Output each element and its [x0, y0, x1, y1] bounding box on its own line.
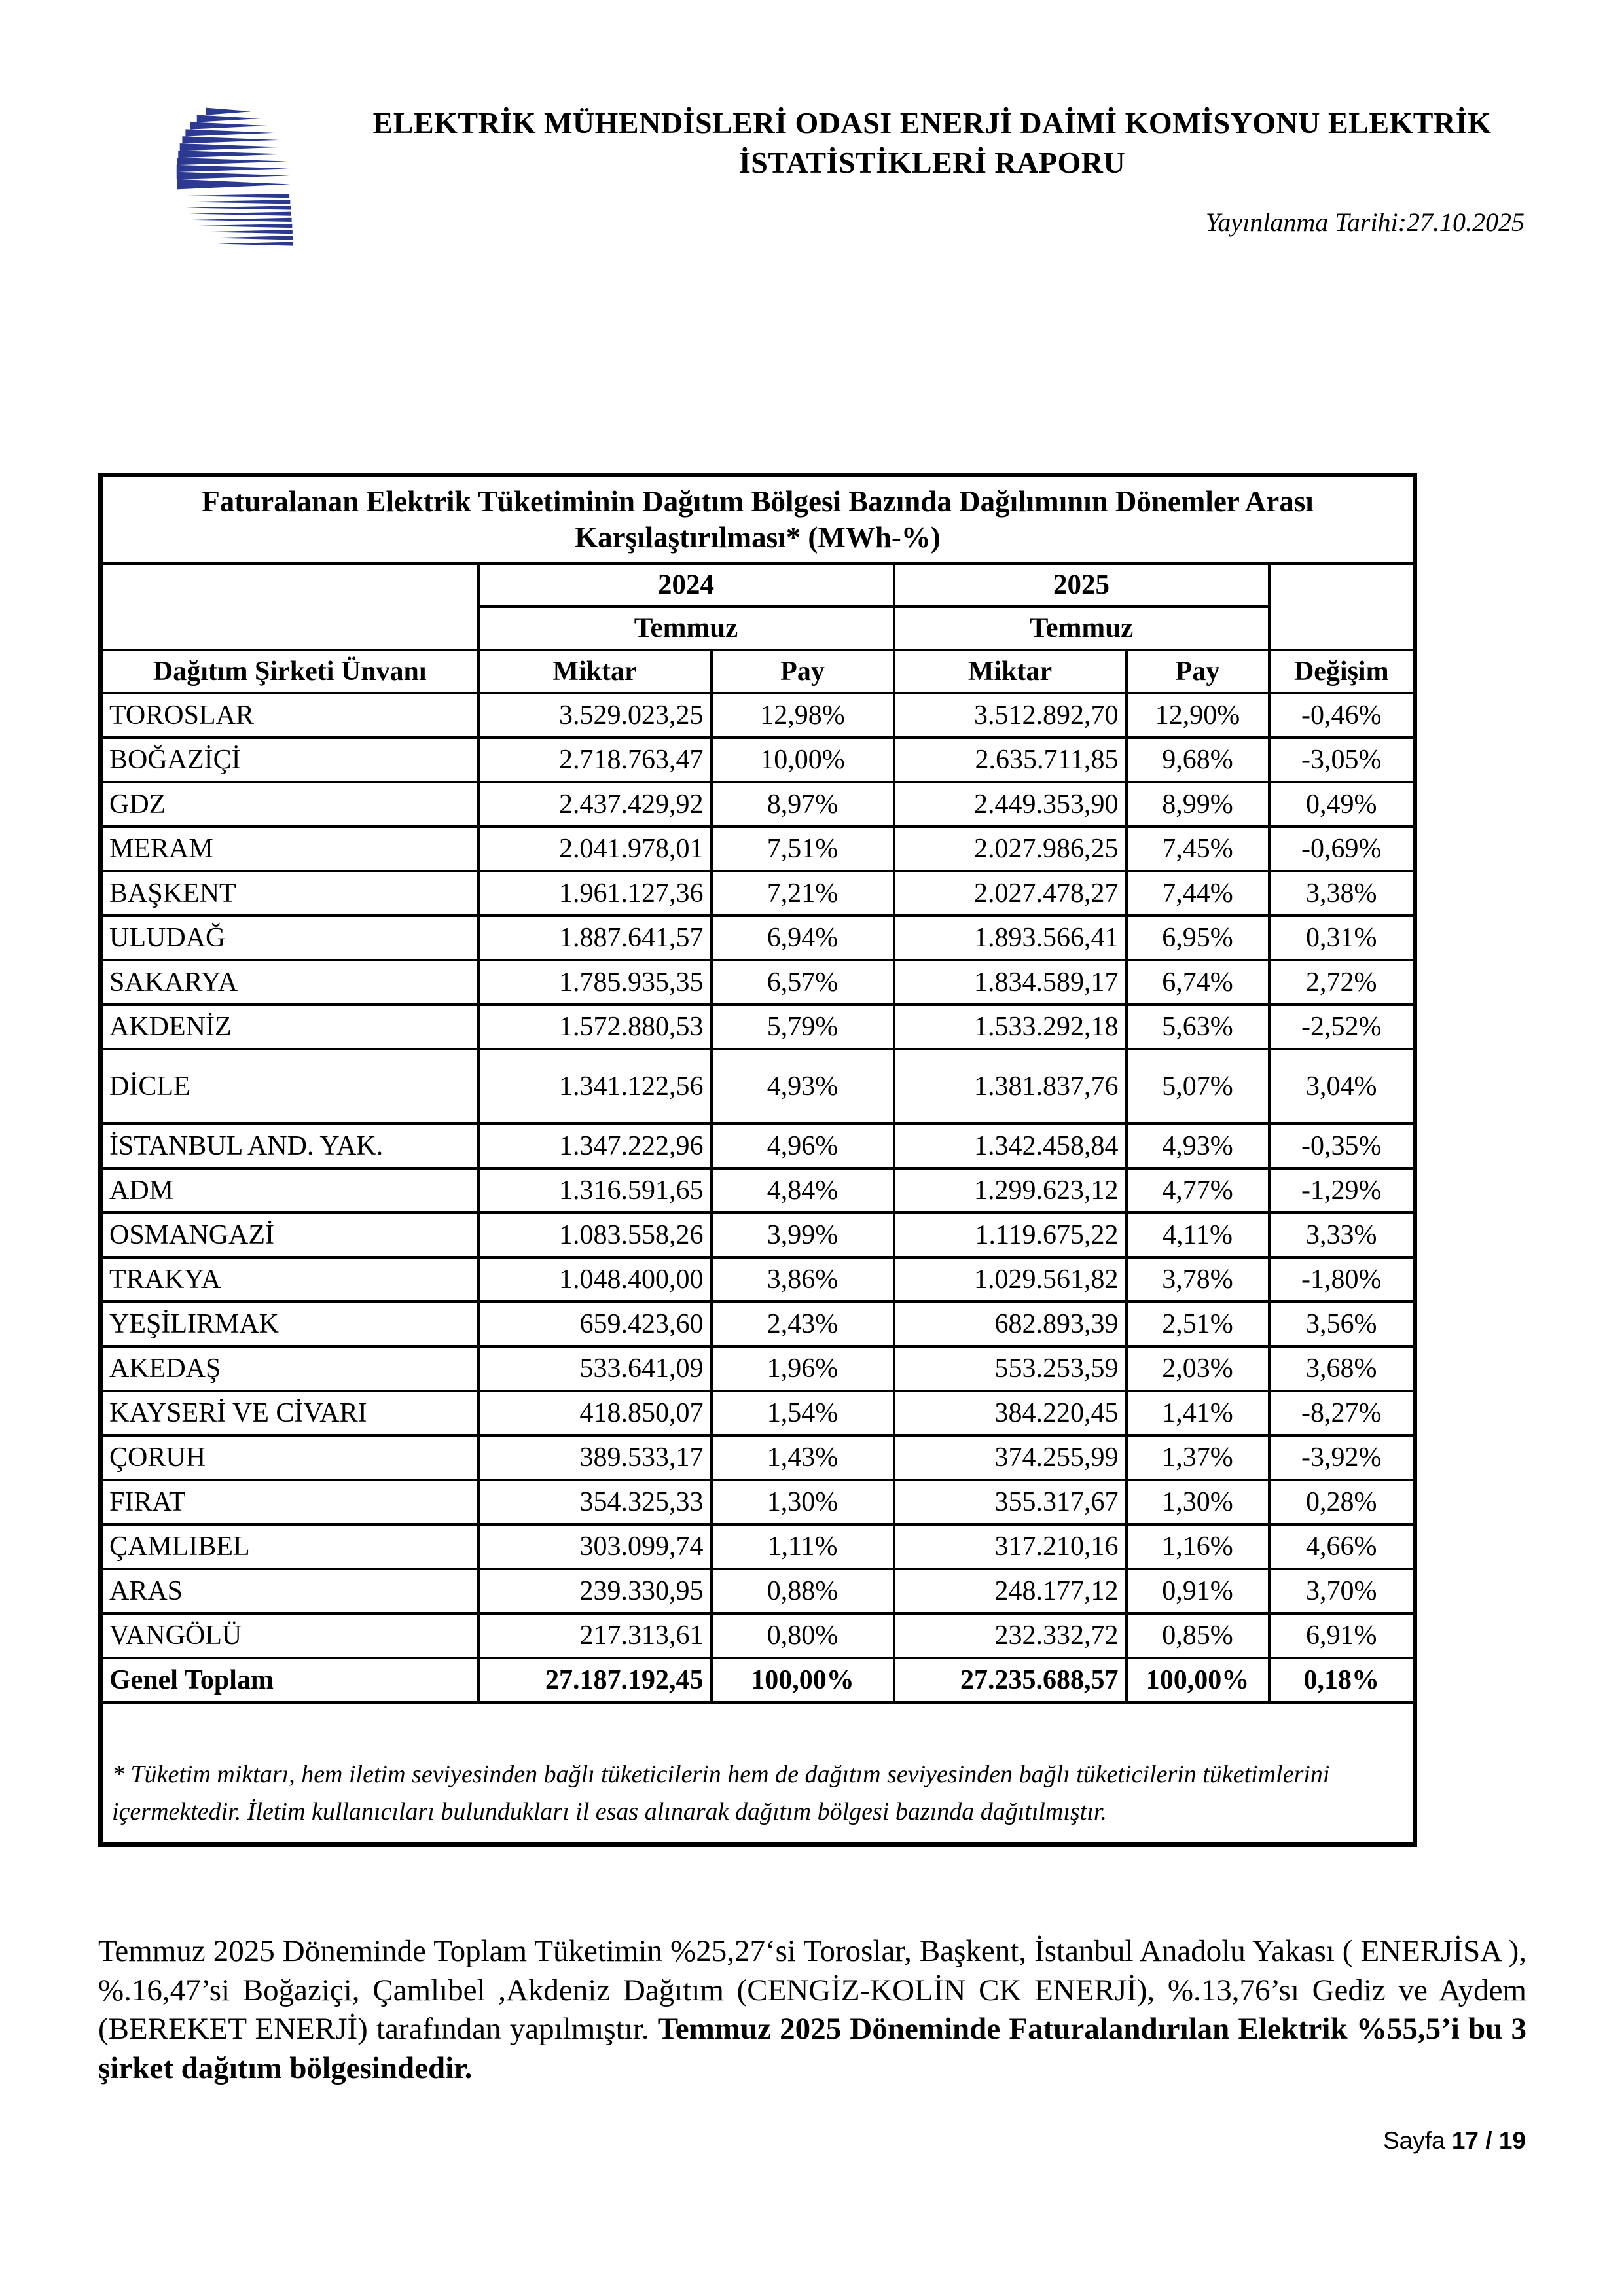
cell-company-name: OSMANGAZİ [101, 1213, 478, 1257]
table-body [101, 693, 1415, 1658]
total-row [101, 1658, 1415, 1702]
cell-amount-2025: 2.027.986,25 [894, 827, 1127, 871]
cell-company-name: SAKARYA [101, 960, 478, 1005]
cell-amount-2024: 1.572.880,53 [478, 1005, 712, 1049]
cell-share-2024: 2,43% [712, 1302, 894, 1346]
cell-share-2024: 7,21% [712, 871, 894, 916]
document-title-line1: ELEKTRİK MÜHENDİSLERİ ODASI ENERJİ DAİMİ KOMİSYONU ELEKTRİK [372, 106, 1492, 139]
cell-share-2025: 7,45% [1127, 827, 1269, 871]
cell-company-name: AKDENİZ [101, 1005, 478, 1049]
cell-change: -0,46% [1269, 693, 1415, 738]
cell-change: 4,66% [1269, 1524, 1415, 1569]
cell-change: 3,38% [1269, 871, 1415, 916]
cell-share-2025: 4,77% [1127, 1168, 1269, 1213]
cell-amount-2024: 1.347.222,96 [478, 1124, 712, 1168]
cell-amount-2024: 1.048.400,00 [478, 1257, 712, 1302]
cell-company-name: KAYSERİ VE CİVARI [101, 1391, 478, 1435]
summary-text: Temmuz 2025 Döneminde Toplam Tüketimin %25,27‘si Toroslar, Başkent, İstanbul Anadolu Yakası ( ENERJİSA ), %.16,47’si Boğaziçi, Çamlıbel ,Akdeniz Dağıtım (CENGİZ-KOLİN CK ENERJİ), %.13,76’sı Gediz ve Aydem (BEREKET ENERJİ) tarafından yapılmıştır. [98, 1934, 1526, 2047]
cell-amount-2024: 1.083.558,26 [478, 1213, 712, 1257]
cell-amount-2024: 354.325,33 [478, 1480, 712, 1524]
period-2025-header: Temmuz [894, 607, 1269, 650]
cell-amount-2024: 239.330,95 [478, 1569, 712, 1613]
table-row [101, 1480, 1415, 1524]
table-footnote: * Tüketim miktarı, hem iletim seviyesinden bağlı tüketicilerin hem de dağıtım seviyesinden bağlı tüketicilerin tüketimlerini içermektedir. İletim kullanıcıları bulundukları il esas alınarak dağıtım bölgesi bazında dağıtılmıştır. [101, 1702, 1415, 1845]
cell-share-2024: 3,86% [712, 1257, 894, 1302]
cell-share-2025: 4,93% [1127, 1124, 1269, 1168]
table-row [101, 871, 1415, 916]
cell-company-name: MERAM [101, 827, 478, 871]
table-year-row [101, 564, 1415, 607]
cell-change: -1,80% [1269, 1257, 1415, 1302]
cell-share-2025: 6,74% [1127, 960, 1269, 1005]
cell-change: 0,49% [1269, 782, 1415, 827]
table-row [101, 960, 1415, 1005]
cell-share-2025: 4,11% [1127, 1213, 1269, 1257]
cell-amount-2024: 659.423,60 [478, 1302, 712, 1346]
document-title-line2: İSTATİSTİKLERİ RAPORU [738, 145, 1126, 179]
total-amount-2024: 27.187.192,45 [478, 1658, 712, 1702]
cell-company-name: ÇORUH [101, 1435, 478, 1480]
cell-change: 6,91% [1269, 1613, 1415, 1658]
cell-amount-2024: 533.641,09 [478, 1346, 712, 1391]
cell-share-2024: 1,54% [712, 1391, 894, 1435]
table-row [101, 1168, 1415, 1213]
total-share-2025: 100,00% [1127, 1658, 1269, 1702]
cell-company-name: GDZ [101, 782, 478, 827]
total-amount-2025: 27.235.688,57 [894, 1658, 1127, 1702]
table-row [101, 1391, 1415, 1435]
cell-share-2024: 1,96% [712, 1346, 894, 1391]
cell-share-2025: 1,37% [1127, 1435, 1269, 1480]
cell-amount-2025: 317.210,16 [894, 1524, 1127, 1569]
cell-amount-2024: 1.961.127,36 [478, 871, 712, 916]
cell-amount-2024: 418.850,07 [478, 1391, 712, 1435]
cell-change: -1,29% [1269, 1168, 1415, 1213]
table-row [101, 1435, 1415, 1480]
cell-amount-2025: 3.512.892,70 [894, 693, 1127, 738]
cell-share-2025: 1,30% [1127, 1480, 1269, 1524]
table-row [101, 738, 1415, 782]
cell-change: -0,69% [1269, 827, 1415, 871]
cell-company-name: AKEDAŞ [101, 1346, 478, 1391]
table-row [101, 1302, 1415, 1346]
period-2024-header: Temmuz [478, 607, 894, 650]
cell-share-2025: 7,44% [1127, 871, 1269, 916]
table-row [101, 1213, 1415, 1257]
col-header-share-2024: Pay [712, 650, 894, 693]
cell-amount-2024: 2.718.763,47 [478, 738, 712, 782]
cell-amount-2025: 374.255,99 [894, 1435, 1127, 1480]
table-row [101, 1613, 1415, 1658]
cell-amount-2025: 248.177,12 [894, 1569, 1127, 1613]
page-number-label: Sayfa [1382, 2127, 1445, 2154]
cell-change: -3,92% [1269, 1435, 1415, 1480]
cell-amount-2025: 1.029.561,82 [894, 1257, 1127, 1302]
cell-share-2025: 1,41% [1127, 1391, 1269, 1435]
cell-amount-2025: 2.027.478,27 [894, 871, 1127, 916]
table-title-row [101, 475, 1415, 564]
summary-text-bold: Temmuz 2025 Döneminde Faturalandırılan Elektrik %55,5’i bu 3 şirket dağıtım bölgesindedir. [98, 2012, 1526, 2086]
cell-share-2024: 0,88% [712, 1569, 894, 1613]
table-row [101, 827, 1415, 871]
blank-corner-cell [101, 564, 478, 650]
table-row [101, 693, 1415, 738]
col-header-amount-2025: Miktar [894, 650, 1127, 693]
cell-share-2024: 6,94% [712, 916, 894, 960]
cell-share-2024: 1,30% [712, 1480, 894, 1524]
table-row [101, 782, 1415, 827]
cell-share-2025: 0,85% [1127, 1613, 1269, 1658]
table-row [101, 916, 1415, 960]
page-number-value: 17 / 19 [1451, 2127, 1526, 2154]
total-change: 0,18% [1269, 1658, 1415, 1702]
cell-company-name: ADM [101, 1168, 478, 1213]
page-number [1383, 2127, 1526, 2155]
footnote-row [101, 1702, 1415, 1845]
cell-amount-2024: 2.041.978,01 [478, 827, 712, 871]
cell-share-2025: 9,68% [1127, 738, 1269, 782]
emo-logo-stripes [177, 108, 293, 246]
cell-share-2024: 7,51% [712, 827, 894, 871]
cell-share-2025: 12,90% [1127, 693, 1269, 738]
cell-change: 3,33% [1269, 1213, 1415, 1257]
cell-amount-2025: 355.317,67 [894, 1480, 1127, 1524]
table-row [101, 1005, 1415, 1049]
cell-change: 3,04% [1269, 1049, 1415, 1124]
cell-share-2025: 5,63% [1127, 1005, 1269, 1049]
cell-company-name: FIRAT [101, 1480, 478, 1524]
cell-change: 0,31% [1269, 916, 1415, 960]
cell-share-2025: 1,16% [1127, 1524, 1269, 1569]
cell-share-2024: 1,43% [712, 1435, 894, 1480]
cell-amount-2025: 1.119.675,22 [894, 1213, 1127, 1257]
cell-share-2025: 2,51% [1127, 1302, 1269, 1346]
total-share-2024: 100,00% [712, 1658, 894, 1702]
cell-share-2024: 8,97% [712, 782, 894, 827]
year-2024-header: 2024 [478, 564, 894, 607]
cell-change: 3,68% [1269, 1346, 1415, 1391]
cell-amount-2025: 2.635.711,85 [894, 738, 1127, 782]
cell-company-name: BAŞKENT [101, 871, 478, 916]
cell-amount-2024: 1.785.935,35 [478, 960, 712, 1005]
table-row [101, 1524, 1415, 1569]
cell-share-2025: 5,07% [1127, 1049, 1269, 1124]
cell-company-name: VANGÖLÜ [101, 1613, 478, 1658]
cell-change: 0,28% [1269, 1480, 1415, 1524]
cell-company-name: İSTANBUL AND. YAK. [101, 1124, 478, 1168]
consumption-comparison-table [98, 473, 1417, 1847]
col-header-amount-2024: Miktar [478, 650, 712, 693]
cell-amount-2025: 1.893.566,41 [894, 916, 1127, 960]
cell-change: -0,35% [1269, 1124, 1415, 1168]
cell-company-name: TOROSLAR [101, 693, 478, 738]
cell-company-name: ARAS [101, 1569, 478, 1613]
cell-amount-2024: 217.313,61 [478, 1613, 712, 1658]
cell-share-2024: 1,11% [712, 1524, 894, 1569]
cell-amount-2024: 1.316.591,65 [478, 1168, 712, 1213]
blank-change-cell [1269, 564, 1415, 650]
cell-share-2024: 12,98% [712, 693, 894, 738]
table-row [101, 1124, 1415, 1168]
document-title [337, 103, 1527, 183]
cell-amount-2024: 2.437.429,92 [478, 782, 712, 827]
cell-amount-2024: 3.529.023,25 [478, 693, 712, 738]
table-title: Faturalanan Elektrik Tüketiminin Dağıtım Bölgesi Bazında Dağılımının Dönemler Arası Karşılaştırılması* (MWh-%) [101, 475, 1415, 564]
cell-share-2025: 2,03% [1127, 1346, 1269, 1391]
cell-company-name: TRAKYA [101, 1257, 478, 1302]
cell-amount-2025: 682.893,39 [894, 1302, 1127, 1346]
cell-share-2025: 6,95% [1127, 916, 1269, 960]
table-column-header-row [101, 650, 1415, 693]
table-row [101, 1049, 1415, 1124]
cell-company-name: BOĞAZİÇİ [101, 738, 478, 782]
cell-amount-2025: 232.332,72 [894, 1613, 1127, 1658]
cell-amount-2024: 1.887.641,57 [478, 916, 712, 960]
cell-company-name: YEŞİLIRMAK [101, 1302, 478, 1346]
cell-amount-2025: 1.834.589,17 [894, 960, 1127, 1005]
summary-paragraph [98, 1932, 1526, 2089]
cell-share-2025: 0,91% [1127, 1569, 1269, 1613]
table-row [101, 1257, 1415, 1302]
cell-share-2024: 10,00% [712, 738, 894, 782]
cell-share-2024: 0,80% [712, 1613, 894, 1658]
cell-change: -2,52% [1269, 1005, 1415, 1049]
cell-amount-2025: 1.533.292,18 [894, 1005, 1127, 1049]
cell-change: -8,27% [1269, 1391, 1415, 1435]
cell-share-2025: 8,99% [1127, 782, 1269, 827]
cell-company-name: ULUDAĞ [101, 916, 478, 960]
cell-share-2024: 5,79% [712, 1005, 894, 1049]
publish-date: Yayınlanma Tarihi:27.10.2025 [1205, 207, 1525, 237]
cell-amount-2024: 389.533,17 [478, 1435, 712, 1480]
total-label: Genel Toplam [101, 1658, 478, 1702]
col-header-company: Dağıtım Şirketi Ünvanı [101, 650, 478, 693]
cell-amount-2024: 303.099,74 [478, 1524, 712, 1569]
cell-change: 3,56% [1269, 1302, 1415, 1346]
cell-amount-2025: 553.253,59 [894, 1346, 1127, 1391]
cell-amount-2025: 1.342.458,84 [894, 1124, 1127, 1168]
table-row [101, 1346, 1415, 1391]
cell-amount-2025: 1.381.837,76 [894, 1049, 1127, 1124]
cell-amount-2024: 1.341.122,56 [478, 1049, 712, 1124]
table-row [101, 1569, 1415, 1613]
cell-share-2025: 3,78% [1127, 1257, 1269, 1302]
cell-share-2024: 4,93% [712, 1049, 894, 1124]
cell-share-2024: 4,84% [712, 1168, 894, 1213]
cell-company-name: ÇAMLIBEL [101, 1524, 478, 1569]
cell-company-name: DİCLE [101, 1049, 478, 1124]
col-header-change: Değişim [1269, 650, 1415, 693]
cell-change: -3,05% [1269, 738, 1415, 782]
year-2025-header: 2025 [894, 564, 1269, 607]
cell-share-2024: 3,99% [712, 1213, 894, 1257]
cell-share-2024: 4,96% [712, 1124, 894, 1168]
cell-change: 2,72% [1269, 960, 1415, 1005]
cell-amount-2025: 2.449.353,90 [894, 782, 1127, 827]
emo-logo-icon [147, 96, 329, 258]
cell-amount-2025: 384.220,45 [894, 1391, 1127, 1435]
cell-share-2024: 6,57% [712, 960, 894, 1005]
cell-change: 3,70% [1269, 1569, 1415, 1613]
cell-amount-2025: 1.299.623,12 [894, 1168, 1127, 1213]
col-header-share-2025: Pay [1127, 650, 1269, 693]
